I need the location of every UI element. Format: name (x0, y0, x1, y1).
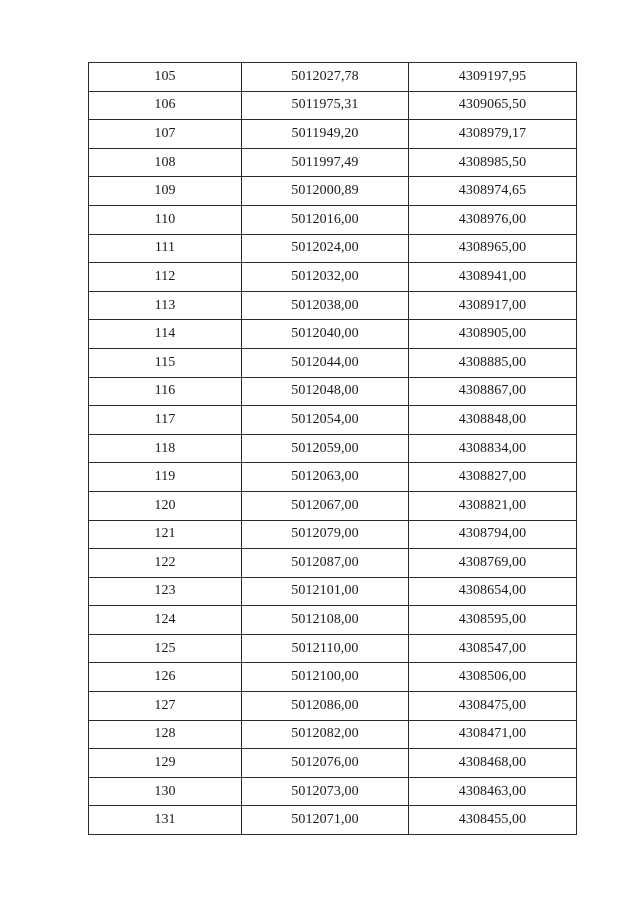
point-number-cell: 126 (89, 663, 242, 692)
point-number-cell: 122 (89, 549, 242, 578)
point-number-cell: 127 (89, 692, 242, 721)
point-number-cell: 121 (89, 520, 242, 549)
table-row (89, 377, 577, 406)
y-coordinate-cell: 4308848,00 (409, 406, 577, 435)
x-coordinate-cell: 5012016,00 (242, 205, 409, 234)
y-coordinate-cell: 4308468,00 (409, 749, 577, 778)
x-coordinate-cell: 5011997,49 (242, 148, 409, 177)
x-coordinate-cell: 5012054,00 (242, 406, 409, 435)
table-row (89, 320, 577, 349)
table-row (89, 234, 577, 263)
x-coordinate-cell: 5012110,00 (242, 634, 409, 663)
y-coordinate-cell: 4308471,00 (409, 720, 577, 749)
table-row (89, 463, 577, 492)
point-number-cell: 111 (89, 234, 242, 263)
y-coordinate-cell: 4308547,00 (409, 634, 577, 663)
table-row (89, 120, 577, 149)
x-coordinate-cell: 5012024,00 (242, 234, 409, 263)
y-coordinate-cell: 4308463,00 (409, 777, 577, 806)
y-coordinate-cell: 4309197,95 (409, 63, 577, 92)
table-row (89, 177, 577, 206)
point-number-cell: 114 (89, 320, 242, 349)
point-number-cell: 109 (89, 177, 242, 206)
y-coordinate-cell: 4308867,00 (409, 377, 577, 406)
table-row (89, 806, 577, 835)
point-number-cell: 112 (89, 263, 242, 292)
table-row (89, 205, 577, 234)
y-coordinate-cell: 4308475,00 (409, 692, 577, 721)
x-coordinate-cell: 5012032,00 (242, 263, 409, 292)
y-coordinate-cell: 4308654,00 (409, 577, 577, 606)
point-number-cell: 125 (89, 634, 242, 663)
y-coordinate-cell: 4308834,00 (409, 434, 577, 463)
y-coordinate-cell: 4308794,00 (409, 520, 577, 549)
x-coordinate-cell: 5012079,00 (242, 520, 409, 549)
x-coordinate-cell: 5012101,00 (242, 577, 409, 606)
point-number-cell: 131 (89, 806, 242, 835)
table-row (89, 692, 577, 721)
x-coordinate-cell: 5012038,00 (242, 291, 409, 320)
point-number-cell: 130 (89, 777, 242, 806)
y-coordinate-cell: 4308979,17 (409, 120, 577, 149)
x-coordinate-cell: 5012040,00 (242, 320, 409, 349)
x-coordinate-cell: 5012059,00 (242, 434, 409, 463)
point-number-cell: 118 (89, 434, 242, 463)
point-number-cell: 129 (89, 749, 242, 778)
table-row (89, 720, 577, 749)
table-row (89, 577, 577, 606)
point-number-cell: 108 (89, 148, 242, 177)
x-coordinate-cell: 5012076,00 (242, 749, 409, 778)
x-coordinate-cell: 5012100,00 (242, 663, 409, 692)
table-row (89, 406, 577, 435)
y-coordinate-cell: 4308985,50 (409, 148, 577, 177)
point-number-cell: 113 (89, 291, 242, 320)
table-row (89, 749, 577, 778)
y-coordinate-cell: 4308941,00 (409, 263, 577, 292)
point-number-cell: 116 (89, 377, 242, 406)
x-coordinate-cell: 5011949,20 (242, 120, 409, 149)
table-row (89, 148, 577, 177)
y-coordinate-cell: 4308905,00 (409, 320, 577, 349)
y-coordinate-cell: 4308976,00 (409, 205, 577, 234)
y-coordinate-cell: 4308885,00 (409, 348, 577, 377)
coordinates-table (88, 62, 577, 835)
y-coordinate-cell: 4308506,00 (409, 663, 577, 692)
point-number-cell: 120 (89, 491, 242, 520)
point-number-cell: 106 (89, 91, 242, 120)
point-number-cell: 119 (89, 463, 242, 492)
y-coordinate-cell: 4308821,00 (409, 491, 577, 520)
table-row (89, 434, 577, 463)
x-coordinate-cell: 5012067,00 (242, 491, 409, 520)
point-number-cell: 107 (89, 120, 242, 149)
point-number-cell: 117 (89, 406, 242, 435)
x-coordinate-cell: 5011975,31 (242, 91, 409, 120)
x-coordinate-cell: 5012082,00 (242, 720, 409, 749)
x-coordinate-cell: 5012000,89 (242, 177, 409, 206)
table-row (89, 348, 577, 377)
y-coordinate-cell: 4308769,00 (409, 549, 577, 578)
x-coordinate-cell: 5012063,00 (242, 463, 409, 492)
y-coordinate-cell: 4309065,50 (409, 91, 577, 120)
table-row (89, 263, 577, 292)
table-row (89, 549, 577, 578)
x-coordinate-cell: 5012071,00 (242, 806, 409, 835)
coordinates-table-body (89, 63, 577, 835)
point-number-cell: 115 (89, 348, 242, 377)
table-row (89, 291, 577, 320)
table-row (89, 663, 577, 692)
point-number-cell: 105 (89, 63, 242, 92)
point-number-cell: 110 (89, 205, 242, 234)
point-number-cell: 128 (89, 720, 242, 749)
point-number-cell: 124 (89, 606, 242, 635)
x-coordinate-cell: 5012108,00 (242, 606, 409, 635)
y-coordinate-cell: 4308827,00 (409, 463, 577, 492)
table-row (89, 634, 577, 663)
table-row (89, 777, 577, 806)
table-row (89, 63, 577, 92)
table-row (89, 520, 577, 549)
y-coordinate-cell: 4308917,00 (409, 291, 577, 320)
y-coordinate-cell: 4308965,00 (409, 234, 577, 263)
x-coordinate-cell: 5012044,00 (242, 348, 409, 377)
table-row (89, 91, 577, 120)
x-coordinate-cell: 5012027,78 (242, 63, 409, 92)
table-row (89, 491, 577, 520)
table-row (89, 606, 577, 635)
y-coordinate-cell: 4308455,00 (409, 806, 577, 835)
x-coordinate-cell: 5012073,00 (242, 777, 409, 806)
y-coordinate-cell: 4308595,00 (409, 606, 577, 635)
point-number-cell: 123 (89, 577, 242, 606)
x-coordinate-cell: 5012087,00 (242, 549, 409, 578)
x-coordinate-cell: 5012048,00 (242, 377, 409, 406)
y-coordinate-cell: 4308974,65 (409, 177, 577, 206)
x-coordinate-cell: 5012086,00 (242, 692, 409, 721)
